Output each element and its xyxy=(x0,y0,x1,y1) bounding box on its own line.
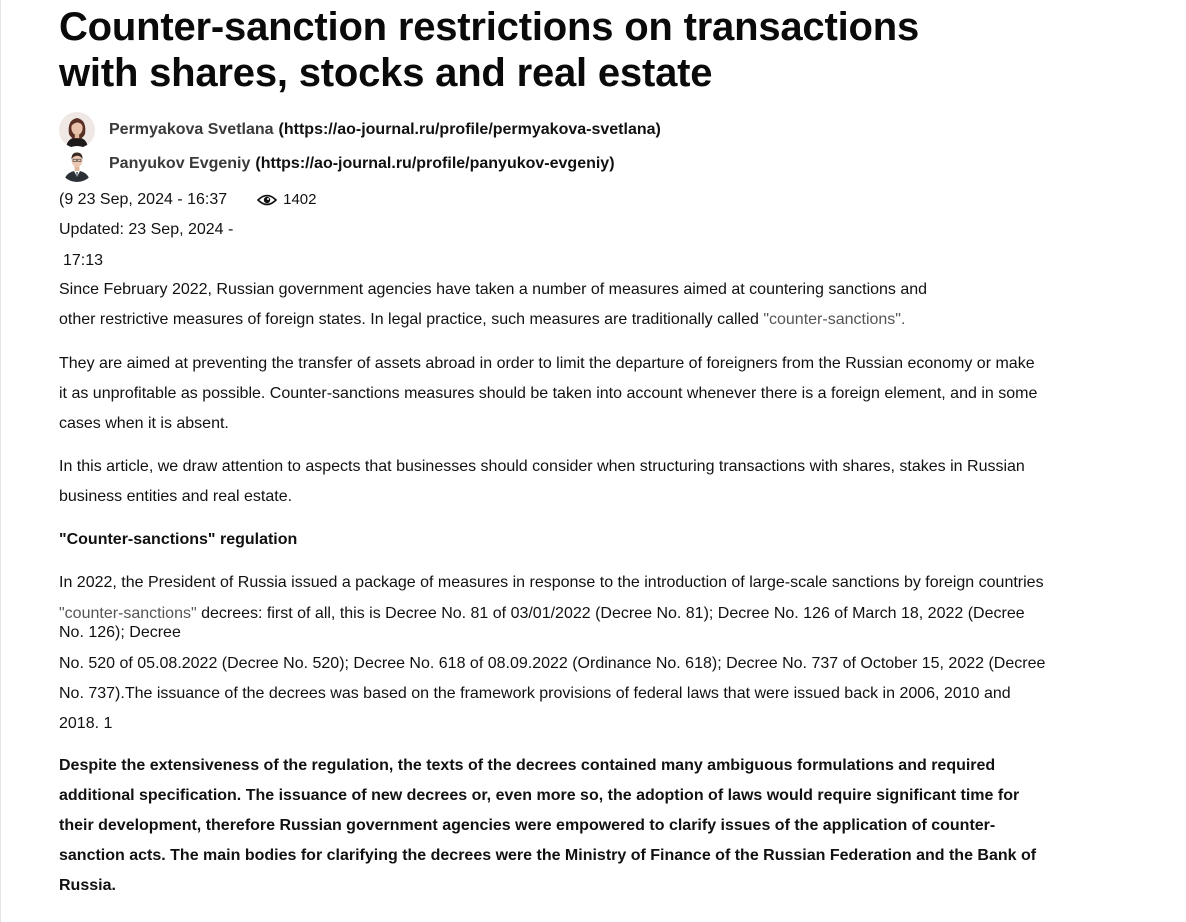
text-line: No. 737).The issuance of the decrees was based on the framework provisions of federal laws that were issued back in 2006, 2010 and xyxy=(59,685,1011,702)
paragraph-decrees-cont xyxy=(59,599,1149,629)
author-profile-link[interactable]: (https://ao-journal.ru/profile/permyakova-svetlana) xyxy=(278,121,661,138)
text-line: They are aimed at preventing the transfer of assets abroad in order to limit the departure of foreigners from the Russian economy or make xyxy=(59,355,1035,372)
title-line-2: with shares, stocks and real estate xyxy=(59,51,713,95)
paragraph-article-scope xyxy=(59,452,1144,512)
counter-sanctions-term: "counter-sanctions". xyxy=(763,311,906,328)
text-line: No. 520 of 05.08.2022 (Decree No. 520); Decree No. 618 of 08.09.2022 (Ordinance No. 618); Decree No. 737 of October 15, 2022 (Decree xyxy=(59,655,1046,672)
text-line: their development, therefore Russian government agencies were empowered to clarify issues of the application of counter- xyxy=(59,817,996,834)
paragraph-decrees xyxy=(59,568,1149,598)
eye-icon xyxy=(257,193,277,207)
section-heading: "Counter-sanctions" regulation xyxy=(59,531,298,548)
female-avatar[interactable] xyxy=(59,112,95,148)
updated-date: Updated: 23 Sep, 2024 - xyxy=(59,221,234,238)
text-line: it as unprofitable as possible. Counter-sanctions measures should be taken into account whenever there is a foreign element, and in some xyxy=(59,385,1038,402)
article-title xyxy=(59,4,1139,96)
paragraph-clarifications xyxy=(59,751,1141,901)
text-line: No. 126); Decree xyxy=(59,624,181,641)
text-line: In this article, we draw attention to aspects that businesses should consider when structuring transactions with shares, stakes in Russian xyxy=(59,458,1025,475)
text-line: other restrictive measures of foreign states. In legal practice, such measures are traditionally called xyxy=(59,311,764,328)
title-line-1: Counter-sanction restrictions on transactions xyxy=(59,5,920,49)
left-border xyxy=(0,0,1,922)
publish-meta xyxy=(59,185,317,215)
text-line: cases when it is absent. xyxy=(59,415,229,432)
view-count: 1402 xyxy=(283,191,317,208)
text-line: Russia. xyxy=(59,877,116,894)
text-line: In 2022, the President of Russia issued a package of measures in response to the introduction of large-scale sanctions by foreign countries xyxy=(59,574,1044,591)
paragraph-intro xyxy=(59,275,1059,335)
text-line: additional specification. The issuance of new decrees or, even more so, the adoption of laws would require significant time for xyxy=(59,787,1020,804)
text-line: business entities and real estate. xyxy=(59,488,293,505)
text-line: 2018. 1 xyxy=(59,715,113,732)
author-profile-link[interactable]: (https://ao-journal.ru/profile/panyukov-evgeniy) xyxy=(255,155,615,172)
publish-date: (9 23 Sep, 2024 - 16:37 xyxy=(59,191,228,208)
author-row-panyukov[interactable] xyxy=(59,146,615,182)
text-line: sanction acts. The main bodies for clarifying the decrees were the Ministry of Finance of the Russian Federation and the Bank of xyxy=(59,847,1037,864)
paragraph-decrees-cont xyxy=(59,618,181,648)
paragraph-decree-list xyxy=(59,649,1149,739)
text-line: Despite the extensiveness of the regulation, the texts of the decrees contained many ambiguous formulations and required xyxy=(59,757,996,774)
author-row-permyakova[interactable] xyxy=(59,112,661,148)
counter-sanctions-term: "counter-sanctions" xyxy=(59,605,197,622)
text-line: decrees: first of all, this is Decree No. 81 of 03/01/2022 (Decree No. 81); Decree No. 126 of March 18, 2022 (Decree xyxy=(196,605,1025,622)
author-name[interactable]: Permyakova Svetlana xyxy=(109,121,274,138)
updated-time: 17:13 xyxy=(63,252,104,269)
paragraph-aims xyxy=(59,349,1144,439)
text-line: Since February 2022, Russian government agencies have taken a number of measures aimed at countering sanctions and xyxy=(59,281,928,298)
author-name[interactable]: Panyukov Evgeniy xyxy=(109,155,251,172)
male-avatar[interactable] xyxy=(59,146,95,182)
